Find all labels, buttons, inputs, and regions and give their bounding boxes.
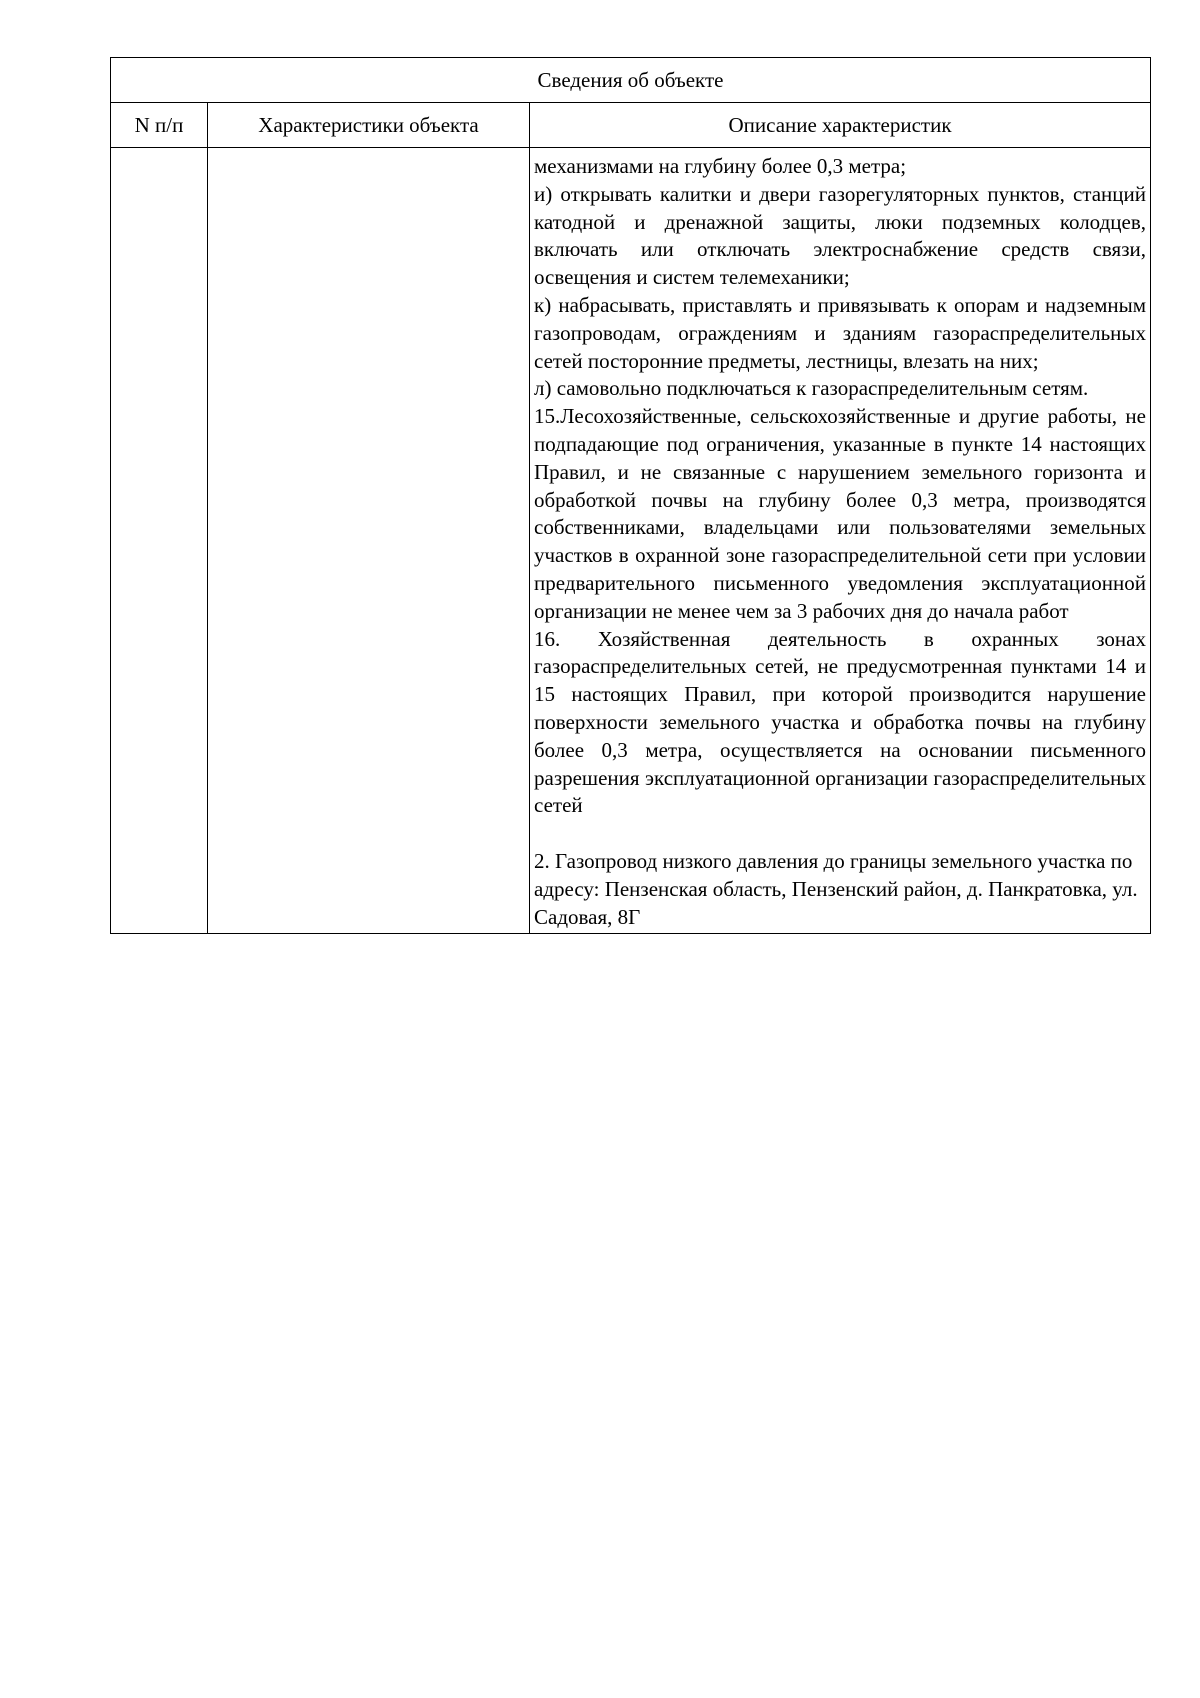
table-title: Сведения об объекте bbox=[111, 58, 1151, 103]
table-title-row bbox=[111, 58, 1151, 103]
header-number: N п/п bbox=[111, 103, 208, 148]
header-characteristics: Характеристики объекта bbox=[208, 103, 530, 148]
description-paragraph: и) открывать калитки и двери газорегуляторных пунктов, станций катодной и дренажной защиты, люки подземных колодцев, включать или отключать электроснабжение средств связи, освещения и систем телемеханики; bbox=[534, 181, 1146, 290]
description-paragraph: л) самовольно подключаться к газораспределительным сетям. bbox=[534, 376, 1089, 401]
description-paragraph: 16. Хозяйственная деятельность в охранных зонах газораспределительных сетей, не предусмотренная пунктами 14 и 15 настоящих Правил, при которой производится нарушение поверхности земельного участка и обработка почвы на глубину более 0,3 метра, осуществляется на основании письменного разрешения эксплуатационной организации газораспределительных сетей bbox=[534, 626, 1146, 818]
cell-description bbox=[530, 148, 1151, 934]
description-paragraph: механизмами на глубину более 0,3 метра; bbox=[534, 154, 907, 178]
paragraph-spacer bbox=[534, 820, 1146, 848]
description-paragraph: к) набрасывать, приставлять и привязывать к опорам и надземным газопроводам, ограждениям и зданиям газораспределительных сетей посторонние предметы, лестницы, влезать на них; bbox=[534, 292, 1146, 373]
table-row bbox=[111, 148, 1151, 934]
object-info-table bbox=[110, 57, 1151, 934]
address-paragraph: 2. Газопровод низкого давления до границы земельного участка по адресу: Пензенская область, Пензенский район, д. Панкратовка, ул. Садовая, 8Г bbox=[534, 848, 1138, 929]
header-description: Описание характеристик bbox=[530, 103, 1151, 148]
cell-number bbox=[111, 148, 208, 934]
description-paragraph: 15.Лесохозяйственные, сельскохозяйственные и другие работы, не подпадающие под ограничения, указанные в пункте 14 настоящих Правил, и не связанные с нарушением земельного горизонта и обработкой почвы на глубину более 0,3 метра, производятся собственниками, владельцами или пользователями земельных участков в охранной зоне газораспределительной сети при условии предварительного письменного уведомления эксплуатационной организации не менее чем за 3 рабочих дня до начала работ bbox=[534, 404, 1146, 623]
cell-characteristics bbox=[208, 148, 530, 934]
table-header-row bbox=[111, 103, 1151, 148]
